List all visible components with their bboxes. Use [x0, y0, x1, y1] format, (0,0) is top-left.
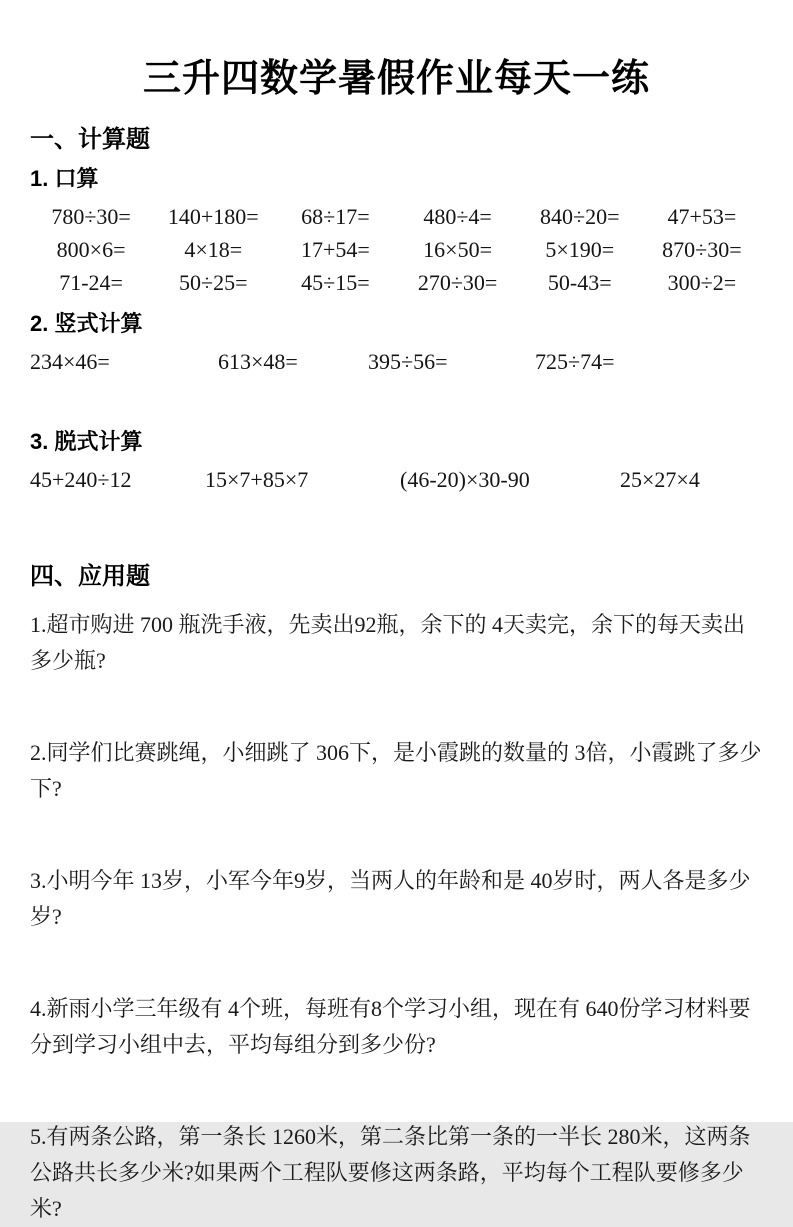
- subsection-heading-oral-calc: 1. 口算: [30, 166, 99, 191]
- oral-calc-row: [30, 266, 763, 299]
- oral-problem: 4×18=: [184, 236, 243, 262]
- word-problem: 2.同学们比赛跳绳，小细跳了 306下，是小霞跳的数量的 3倍，小霞跳了多少下?: [30, 740, 762, 801]
- oral-problem: 300÷2=: [667, 269, 737, 295]
- oral-problem: 17+54=: [300, 236, 370, 262]
- offform-problem: (46-20)×30-90: [400, 467, 530, 492]
- offform-problem: 15×7+85×7: [205, 467, 309, 492]
- word-problem: 5.有两条公路，第一条长 1260米，第二条比第一条的一半长 280米，这两条公路共长多少米?如果两个工程队要修这两条路，平均每个工程队要修多少米?: [30, 1124, 751, 1221]
- subsection-heading-offform-calc: 3. 脱式计算: [30, 429, 143, 454]
- section-heading-calculation: 一、计算题: [30, 126, 150, 153]
- oral-problem: 480÷4=: [423, 203, 492, 229]
- word-problem: 3.小明今年 13岁，小军今年9岁，当两人的年龄和是 40岁时，两人各是多少岁?: [30, 868, 751, 929]
- word-problem: 4.新雨小学三年级有 4个班，每班有8个学习小组，现在有 640份学习材料要分到学习小组中去，平均每组分到多少份?: [30, 996, 751, 1057]
- oral-problem: 47+53=: [667, 203, 737, 229]
- oral-calc-row: [30, 200, 763, 233]
- page-title: 三升四数学暑假作业每天一练: [142, 58, 650, 100]
- vertical-problem: 725÷74=: [535, 349, 615, 374]
- offform-problem: 25×27×4: [620, 467, 700, 492]
- oral-problem: 140+180=: [167, 203, 259, 229]
- oral-problem: 840÷20=: [540, 203, 620, 229]
- oral-problem: 16×50=: [423, 236, 492, 262]
- work-space: [30, 375, 763, 417]
- word-problem: 1.超市购进 700 瓶洗手液，先卖出92瓶，余下的 4天卖完，余下的每天卖出多少瓶?: [30, 612, 746, 673]
- work-space: [30, 493, 763, 537]
- offform-calc-row: [30, 467, 763, 493]
- oral-problem: 5×190=: [545, 236, 615, 262]
- oral-problem: 270÷30=: [417, 269, 498, 295]
- oral-problem: 870÷30=: [662, 236, 742, 262]
- oral-problem: 50÷25=: [179, 269, 248, 295]
- vertical-problem: 613×48=: [218, 349, 298, 374]
- oral-problem: 68÷17=: [301, 203, 370, 229]
- oral-calc-grid: [30, 200, 763, 299]
- oral-problem: 45÷15=: [301, 269, 370, 295]
- offform-problem: 45+240÷12: [30, 467, 132, 492]
- vertical-calc-row: [30, 349, 763, 375]
- word-problem-list: [30, 607, 763, 1227]
- section-heading-word-problems: 四、应用题: [30, 563, 150, 590]
- subsection-heading-vertical-calc: 2. 竖式计算: [30, 311, 143, 336]
- vertical-problem: 234×46=: [30, 349, 110, 374]
- oral-problem: 780÷30=: [51, 203, 131, 229]
- oral-problem: 800×6=: [56, 236, 126, 262]
- oral-calc-row: [30, 233, 763, 266]
- oral-problem: 71-24=: [59, 269, 123, 295]
- vertical-problem: 395÷56=: [368, 349, 448, 374]
- oral-problem: 50-43=: [547, 269, 612, 295]
